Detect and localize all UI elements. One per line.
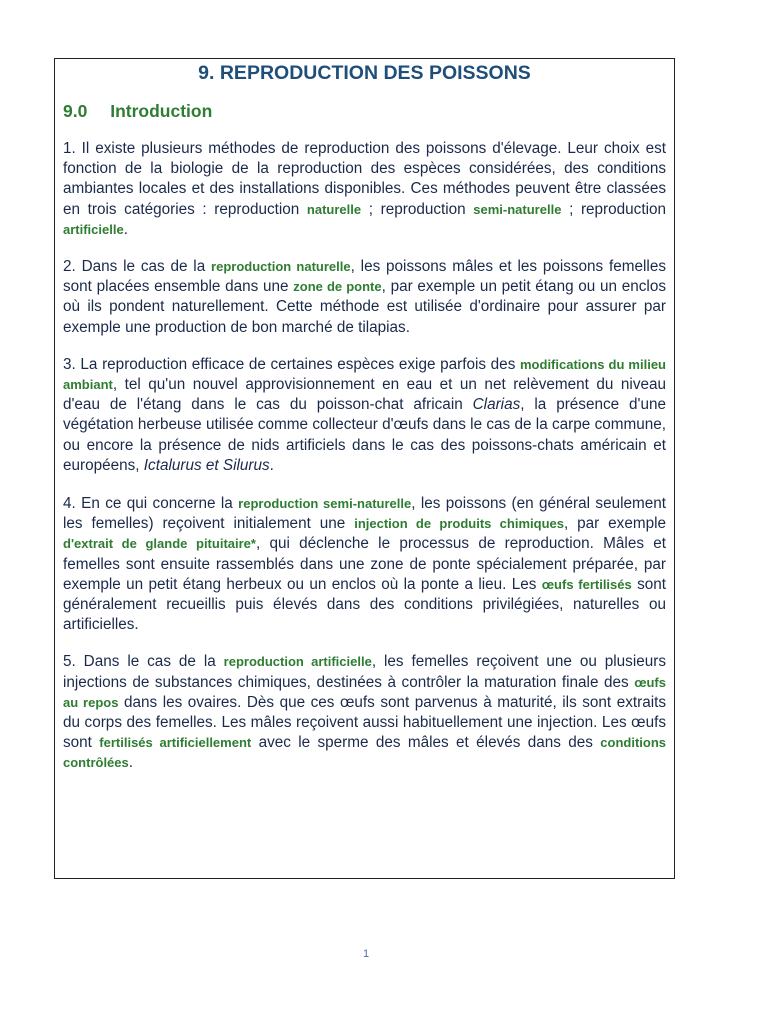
paragraph-text: ; reproduction (561, 200, 666, 218)
paragraph-text: . (123, 220, 128, 238)
paragraph-1 (63, 139, 666, 240)
paragraph-text: avec le sperme des mâles et élevés dans des (251, 734, 601, 752)
paragraph-text: , les femelles reçoivent une ou plusieurs injections de substances chimiques, destinées à contrôler la maturation finale des (63, 653, 666, 691)
paragraph-text: , la présence d'une végétation herbeuse utilisée comme collecteur d'œufs dans le cas de la carpe commune, ou encore la présence de nids artificiels dans le cas des poissons-chats américain et européens, (63, 396, 666, 474)
keyword-term: œufs au repos (63, 674, 666, 710)
page-title: 9. REPRODUCTION DES POISSONS (198, 62, 531, 84)
keyword-term: reproduction naturelle (211, 259, 351, 275)
paragraph-text: sont généralement recueillis puis élevés dans des conditions privilégiées, naturelles ou artificielles. (63, 575, 666, 634)
paragraph-text: , par exemple (563, 515, 666, 533)
paragraph-text: . (128, 754, 133, 772)
section-label: Introduction (110, 101, 213, 121)
paragraph-text: 3. La reproduction efficace de certaines espèces exige parfois des (63, 355, 520, 373)
paragraph-text: , tel qu'un nouvel approvisionnement en eau et un net relèvement du niveau d'eau de l'étang dans le cas du poisson-chat africain (63, 376, 666, 414)
paragraph-text: ; reproduction (361, 200, 474, 218)
paragraph-2 (63, 257, 666, 338)
keyword-term: zone de ponte (293, 279, 382, 295)
keyword-term: conditions contrôlées (63, 735, 666, 771)
keyword-term: semi-naturelle (473, 201, 562, 217)
paragraph-text: 1. Il existe plusieurs méthodes de reproduction des poissons d'élevage. Leur choix est fonction de la biologie de la reproduction des espèces considérées, des conditions ambiantes locales et des installations disponibles. Ces méthodes peuvent être classées en trois catégories : reproduction (63, 140, 666, 218)
paragraph-text: , par exemple un petit étang ou un enclos où ils pondent naturellement. Cette méthode est utilisée d'ordinaire pour assurer par exemple une production de bon marché de tilapias. (63, 278, 666, 336)
species-name: Ictalurus et Silurus (143, 456, 270, 474)
keyword-term: injection de produits chimiques (354, 516, 564, 532)
keyword-term: naturelle (306, 201, 362, 217)
paragraph-4 (63, 494, 666, 635)
section-number: 9.0 (63, 101, 88, 121)
paragraph-text: , qui déclenche le processus de reproduction. Mâles et femelles sont ensuite rassemblés dans une zone de ponte spécialement préparée, par exemple un petit étang herbeux ou un enclos où la ponte a lieu. Les (63, 535, 667, 593)
keyword-term: œufs fertilisés (541, 576, 632, 592)
keyword-term: d'extrait de glande pituitaire* (63, 536, 256, 552)
keyword-term: reproduction artificielle (223, 654, 372, 670)
keyword-term: fertilisés artificiellement (99, 735, 252, 751)
species-name: Clarias (472, 396, 521, 414)
paragraph-text: , les poissons (en général seulement les femelles) reçoivent initialement une (63, 495, 667, 533)
keyword-term: reproduction semi-naturelle (238, 496, 412, 512)
paragraph-3 (63, 355, 666, 476)
paragraph-5 (63, 652, 666, 773)
keyword-term: artificielle (63, 221, 124, 237)
content-frame (54, 58, 675, 879)
paragraph-text: 5. Dans le cas de la (63, 653, 224, 671)
paragraph-text: 2. Dans le cas de la (63, 258, 212, 276)
paragraph-text: 4. En ce qui concerne la (63, 495, 239, 513)
section-heading (63, 100, 666, 122)
paragraph-text: . (269, 456, 274, 474)
paragraph-text: , les poissons mâles et les poissons femelles sont placées ensemble dans une (63, 258, 666, 296)
page-number: 1 (362, 948, 370, 960)
keyword-term: modifications du milieu ambiant (63, 356, 666, 393)
paragraph-text: dans les ovaires. Dès que ces œufs sont parvenus à maturité, ils sont extraits du corps des femelles. Les mâles reçoivent aussi habituellement une injection. Les œufs sont (63, 693, 666, 752)
